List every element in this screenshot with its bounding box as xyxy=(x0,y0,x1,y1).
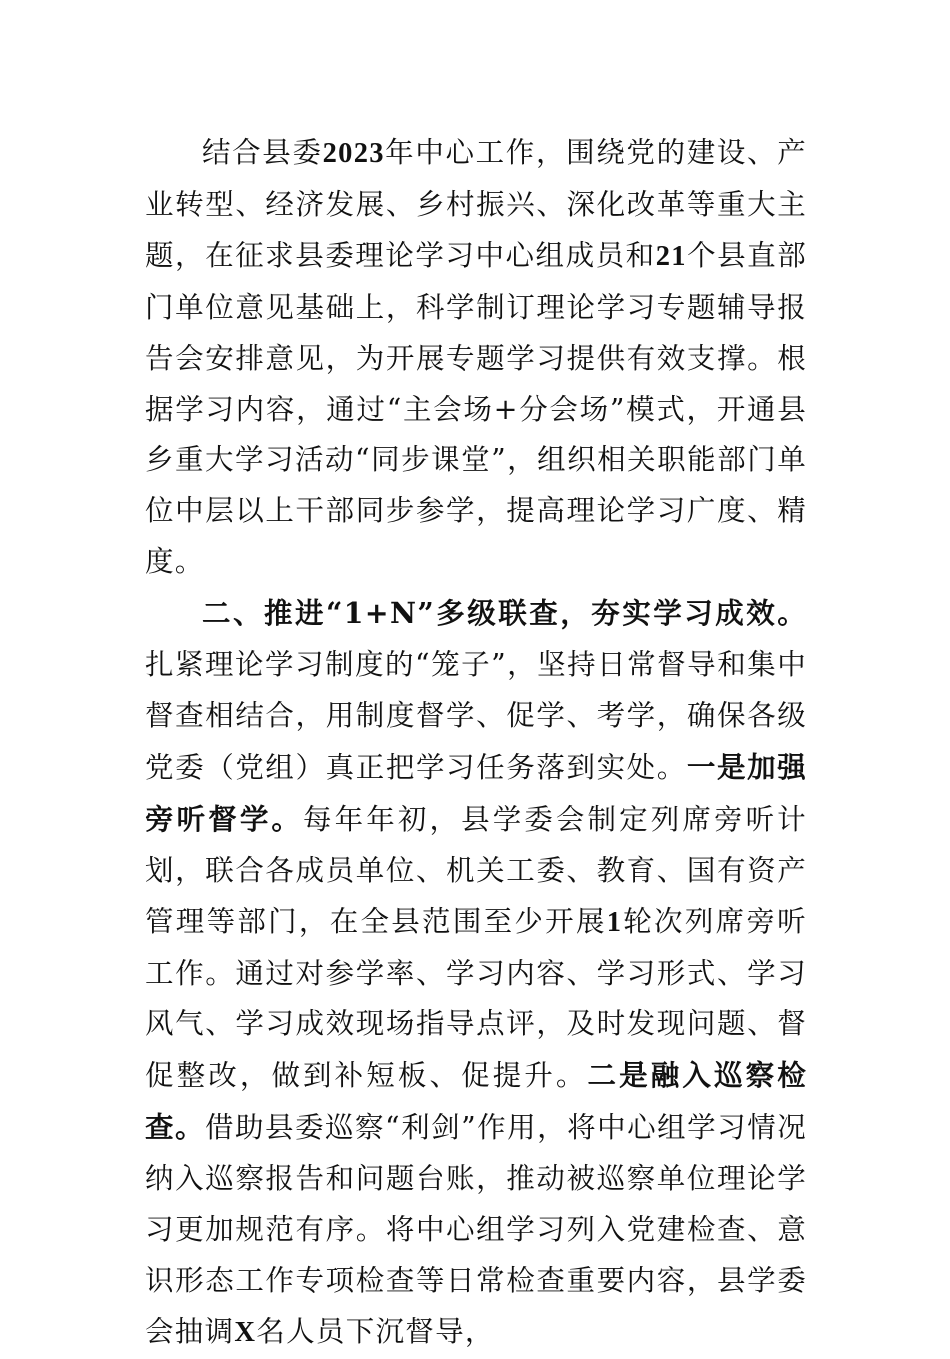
point-2-heading: 二是融入巡察检查。 xyxy=(145,1058,808,1145)
p2-text-a: 扎紧理论学习制度的“笼子”，坚持日常督导和集中督查相结合，用制度督学、促学、考学，确保各级党委（党组）真正把学习任务落到实处。 xyxy=(145,648,807,784)
p2-text-b: 每年年初，县学委会制定列席旁听计划，联合各成员单位、机关工委、教育、国有资产管理等部门，在全县范围至少开展 xyxy=(145,802,807,938)
p2-text-g: 名人员下沉督导， xyxy=(256,1314,495,1348)
document-body xyxy=(145,128,807,1359)
paragraph-2 xyxy=(145,588,807,1359)
point-1-heading: 一是加强旁听督学。 xyxy=(145,749,808,836)
p1-year: 2023 xyxy=(322,138,385,169)
p2-text-d: 轮次列席旁听工作。通过对参学率、学习内容、学习形式、学习风气、学习成效现场指导点评，及时发现问题、督促整改，做到补短板、促提升。 xyxy=(145,904,807,1093)
p2-text-e: 借助县委巡察“利剑”作用，将中心组学习情况纳入巡察报告和问题台账，推动被巡察单位理论学习更加规范有序。将中心组学习列入党建检查、意识形态工作专项检查等日常检查重要内容，县学委会抽调 xyxy=(145,1111,807,1348)
p2-staff-count: X xyxy=(234,1316,257,1348)
section-heading: 二、推进“1+N”多级联查，夯实学习成效。 xyxy=(202,596,807,631)
p2-rounds: 1 xyxy=(606,906,623,938)
p1-count: 21 xyxy=(655,240,687,272)
p1-text-c: 年中心工作，围绕党的建设、产业转型、经济发展、乡村振兴、深化改革等重大主题，在征求县委理论学习中心组成员和 xyxy=(145,136,807,272)
p1-text-e: 个县直部门单位意见基础上，科学制订理论学习专题辅导报告会安排意见，为开展专题学习提供有效支撑。根据学习内容，通过“主会场+分会场”模式，开通县乡重大学习活动“同步课堂”，组织相关职能部门单位中层以上干部同步参学，提高理论学习广度、精度。 xyxy=(145,238,807,579)
p1-text-a: 结合县委 xyxy=(202,136,323,169)
paragraph-1 xyxy=(145,128,807,588)
